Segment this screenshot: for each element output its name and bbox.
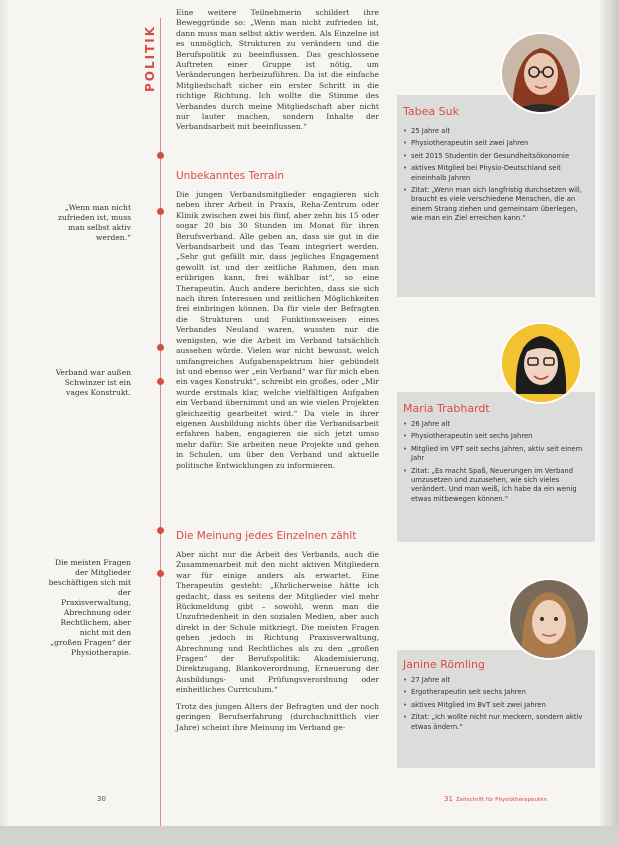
profile-fact: • seit 2015 Studentin der Gesundheitsökonomie	[403, 152, 587, 161]
heading-unbekanntes-terrain: Unbekanntes Terrain	[176, 170, 285, 182]
heading-meinung-zaehlt: Die Meinung jedes Einzelnen zählt	[176, 530, 357, 542]
divider-dot	[157, 378, 164, 385]
profile-fact: • 27 Jahre alt	[403, 676, 587, 685]
section2-paragraph: Aber nicht nur die Arbeit des Verbands, auch die Zusammenarbeit mit den nicht aktiven Mitgliedern war für einige anders als erwartet. Eine Therapeutin gesteht: „Ehrlicherweise hätte ich gedacht, dass es seitens der Mitglieder viel mehr Rückmeldung gibt – sowohl, wenn man die Unzufriedenheit in den sozialen Medien, aber auch direkt in der Schule mitkriegt. Die meisten Fragen gehen jedoch in Richtung Praxisverwaltung, Abrechnung und Rechtliches als zu den „großen Fragen“ der Berufspolitik: Akademisierung, Direktzugang, Blankoverordnung, Erneuerung der Ausbildungs- und Prüfungsverordnung oder einheitliches Curriculum.“ Trotz des jungen Alters der Befragten und der noch geringen Berufserfahrung (durchschnittlich vier Jahre) scheint ihre Meinung im Verband ge-	[176, 550, 379, 732]
profile-name: Janine Römling	[403, 658, 485, 671]
profile-fact: • Zitat: „Ich wollte nicht nur meckern, sondern aktiv etwas ändern.“	[403, 713, 587, 732]
page-gutter-shadow	[0, 0, 10, 846]
profile-facts	[403, 676, 587, 735]
profile-name: Tabea Suk	[403, 105, 459, 118]
divider-dot	[157, 570, 164, 577]
page-number-left: 30	[97, 795, 106, 803]
profile-fact: • 26 Jahre alt	[403, 420, 587, 429]
divider-dot	[157, 152, 164, 159]
page-number-right: 31	[444, 795, 453, 803]
divider-dot	[157, 208, 164, 215]
profile-fact: • Zitat: „Es macht Spaß, Neuerungen im Verband umzusetzen und zuzusehen, wie sich vieles verändert. Und man weiß, ich habe da ein wenig etwas mitbewegen können.“	[403, 467, 587, 505]
avatar-tabea	[500, 32, 582, 114]
avatar-maria	[500, 322, 582, 404]
profile-fact: • Ergotherapeutin seit sechs Jahren	[403, 688, 587, 697]
pull-quote: „Wenn man nicht zufrieden ist, muss man selbst aktiv werden.“	[57, 203, 131, 242]
page-curl-edge	[600, 0, 619, 846]
section-tag: POLITIK	[143, 24, 157, 92]
profile-card-maria	[397, 392, 595, 542]
intro-paragraph: Eine weitere Teilnehmerin schildert ihre Beweggründe so: „Wenn man nicht zufrieden ist, dann muss man selbst aktiv werden. Als Einzelne ist es unmöglich, Strukturen zu verändern und die Berufspolitik zu beeinflussen. Das geschlossene Auftreten einer Gruppe ist nötig, um Veränderungen herbeizuführen. Da ist die einfache Mitgliedschaft sicher ein erster Schritt in die richtige Richtung. Ich wollte die Stimme des Verbandes durch meine Mitgliedschaft aber nicht nur lauter machen, sondern Inhalte der Verbandsarbeit mit beeinflussen.“	[176, 8, 379, 132]
avatar-janine	[508, 578, 590, 660]
profile-facts	[403, 420, 587, 507]
profile-fact: • Mitglied im VPT seit sechs Jahren, aktiv seit einem Jahr	[403, 445, 587, 464]
profile-fact: • Physiotherapeutin seit sechs Jahren	[403, 432, 587, 441]
profile-card-janine	[397, 650, 595, 768]
profile-fact: • aktives Mitglied bei Physio-Deutschland seit eineinhalb Jahren	[403, 164, 587, 183]
pull-quote: Die meisten Fragen der Mitglieder beschäftigen sich mit der Praxisverwaltung, Abrechnung oder Rechtlichem, aber nicht mit den „großen Fragen“ der Physiotherapie.	[48, 558, 131, 657]
page-bottom-edge	[0, 826, 619, 846]
profile-card-tabea	[397, 95, 595, 297]
profile-fact: • Physiotherapeutin seit zwei Jahren	[403, 139, 587, 148]
profile-fact: • aktives Mitglied im BvT seit zwei Jahren	[403, 701, 587, 710]
column-divider-line	[160, 18, 161, 826]
divider-dot	[157, 344, 164, 351]
pull-quote: Verband war außen Schwinzer ist ein vages Konstrukt.	[55, 368, 131, 397]
profile-fact: • Zitat: „Wenn man sich langfristig durchsetzen will, braucht es viele verschiedene Menschen, die an einem Strang ziehen und gemeinsam überlegen, wie man ein Ziel erreichen kann.“	[403, 186, 587, 224]
profile-name: Maria Trabhardt	[403, 402, 490, 415]
profile-facts	[403, 127, 587, 227]
section1-paragraph: Die jungen Verbandsmitglieder engagieren sich neben ihrer Arbeit in Praxis, Reha-Zentrum oder Klinik zwischen zwei bis fünf, aber zehn bis 15 oder sogar 20 bis 30 Stunden im Monat für ihren Berufsverband. Alle geben an, dass sie gut in die Verbandsarbeit und das Team integriert werden. „Sehr gut gefällt mir, dass jegliches Engagement gewollt ist und der zeitliche Rahmen, den man erübrigen kann, frei wählbar ist“, so eine Therapeutin. Auch andere berichten, dass sie sich nach ihren Interessen und zeitlichen Möglichkeiten frei einbringen können. Da für viele der Befragten die Strukturen und Funktionsweisen eines Verbandes Neuland waren, wussten nur die wenigsten, wie die Arbeit im Verband tatsächlich aussehen würde. Vielen war nicht bewusst, welch umfangreiches Aufgabenspektrum hier gebündelt ist und ebenso wer „ein Verband“ war für mich eben ein vages Konstrukt“, schreibt ein großes, oder „Mir wurde erstmals klar, welche vielfältigen Aufgaben ein Verband übernimmt und an wie vielen Projekten gleichzeitig gearbeitet wird.“ Da viele in ihrer eigenen Ausbildung nichts über die Verbandsarbeit erfahren haben, engagieren sie sich jetzt umso mehr dafür: Sie arbeiten neue Projekte und gehen in Schulen, um über den Verband und aktuelle politische Entwicklungen zu informieren.	[176, 190, 379, 470]
footer-magazine-title: Zeitschrift für Physiotherapeuten	[456, 797, 548, 803]
divider-dot	[157, 527, 164, 534]
profile-fact: • 25 Jahre alt	[403, 127, 587, 136]
